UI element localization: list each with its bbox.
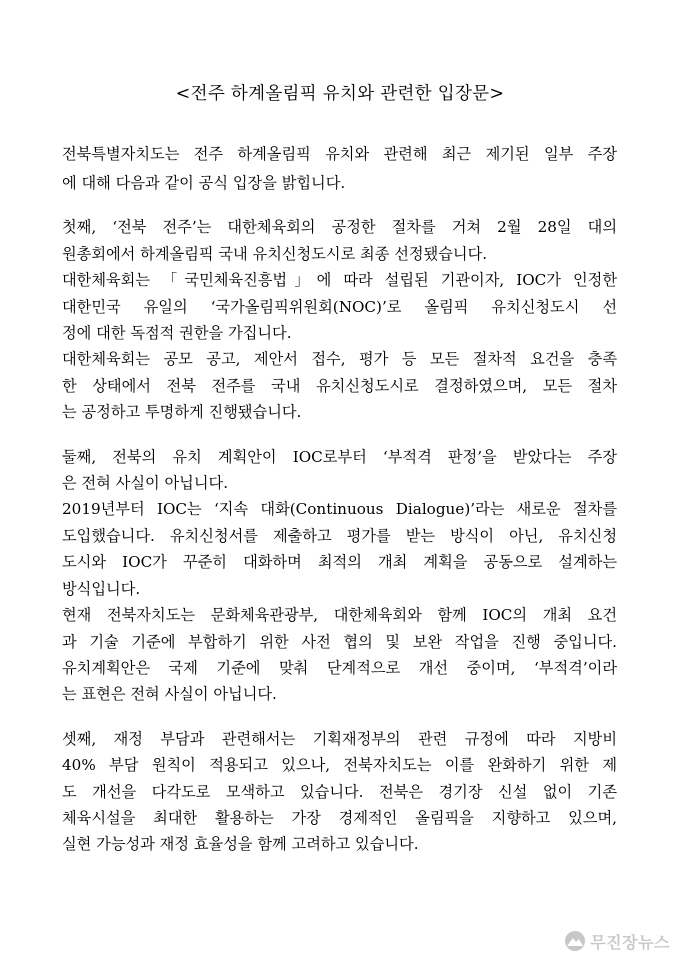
section2-line-3: 2019년부터 IOC는 ‘지속 대화(Continuous Dialogue)’라는 새로운 절차를 (62, 500, 617, 518)
section3-line-2: 40% 부담 원칙이 적용되고 있으나, 전북자치도는 이를 완화하기 위한 제 (62, 756, 617, 774)
section2-line-4: 도입했습니다. 유치신청서를 제출하고 평가를 받는 방식이 아닌, 유치신청 (62, 527, 617, 545)
section1-line-8: 는 공정하고 투명하게 진행됐습니다. (62, 403, 302, 421)
section1-line-4: 대한민국 유일의 ‘국가올림픽위원회(NOC)’로 올림픽 유치신청도시 선 (62, 298, 617, 316)
section2-line-7: 현재 전북자치도는 문화체육관광부, 대한체육회와 함께 IOC의 개최 요건 (62, 606, 617, 624)
section2-line-1: 둘째, 전북의 유치 계획안이 IOC로부터 ‘부적격 판정’을 받았다는 주장 (62, 448, 617, 466)
watermark-text: 무진장뉴스 (590, 932, 670, 952)
section3-line-5: 실현 가능성과 재정 효율성을 함께 고려하고 있습니다. (62, 835, 419, 853)
section1-line-5: 정에 대한 독점적 권한을 가집니다. (62, 324, 292, 342)
section2-line-10: 는 표현은 전혀 사실이 아닙니다. (62, 685, 277, 703)
intro-line-1: 전북특별자치도는 전주 하계올림픽 유치와 관련해 최근 제기된 일부 주장 (62, 145, 617, 163)
section2-line-2: 은 전혀 사실이 아닙니다. (62, 474, 229, 492)
section2-line-8: 과 기술 기준에 부합하기 위한 사전 협의 및 보완 작업을 진행 중입니다. (62, 633, 617, 651)
section1-line-6: 대한체육회는 공모 공고, 제안서 접수, 평가 등 모든 절차적 요건을 충족 (62, 350, 617, 368)
document-title: <전주 하계올림픽 유치와 관련한 입장문> (175, 84, 505, 104)
section3-line-3: 도 개선을 다각도로 모색하고 있습니다. 전북은 경기장 신설 없이 기존 (62, 783, 617, 801)
mountain-logo-icon (564, 930, 586, 952)
section3-line-1: 셋째, 재정 부담과 관련해서는 기획재정부의 관련 규정에 따라 지방비 (62, 730, 617, 748)
intro-line-2: 에 대해 다음과 같이 공식 입장을 밝힙니다. (62, 174, 346, 192)
section1-line-2: 원총회에서 하계올림픽 국내 유치신청도시로 최종 선정됐습니다. (62, 245, 488, 263)
section3-line-4: 체육시설을 최대한 활용하는 가장 경제적인 올림픽을 지향하고 있으며, (62, 809, 617, 827)
section2-line-9: 유치계획안은 국제 기준에 맞춰 단계적으로 개선 중이며, ‘부적격’이라 (62, 659, 617, 677)
section1-line-1: 첫째, ‘전북 전주’는 대한체육회의 공정한 절차를 거쳐 2월 28일 대의 (62, 218, 617, 236)
watermark (564, 928, 670, 954)
section1-line-7: 한 상태에서 전북 전주를 국내 유치신청도시로 결정하였으며, 모든 절차 (62, 377, 617, 395)
section2-line-6: 방식입니다. (62, 580, 141, 598)
section2-line-5: 도시와 IOC가 꾸준히 대화하며 최적의 개최 계획을 공동으로 설계하는 (62, 553, 617, 571)
section1-line-3: 대한체육회는 「국민체육진흥법」에 따라 설립된 기관이자, IOC가 인정한 (62, 271, 617, 289)
